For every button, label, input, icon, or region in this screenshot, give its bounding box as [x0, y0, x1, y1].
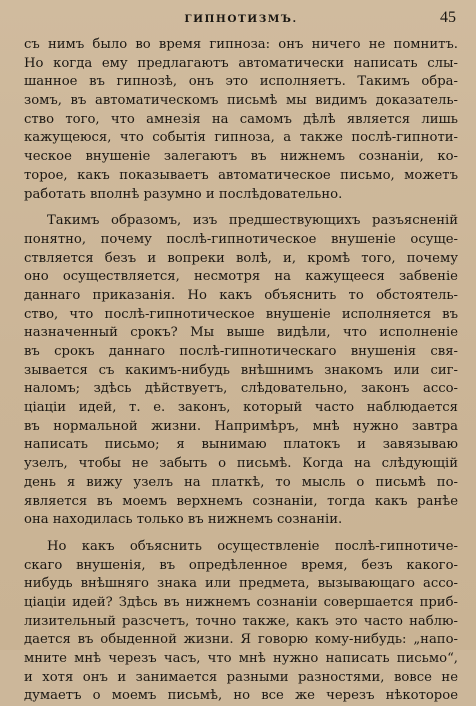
- text-line: зывается съ какимъ-нибудь внѣшнимъ знакомъ или сиг-: [24, 362, 458, 378]
- text-line: съ нимъ было во время гипноза: онъ ничего не помнитъ.: [24, 37, 458, 52]
- text-line: зомъ, въ автоматическомъ письмѣ мы видимъ доказатель-: [24, 93, 458, 109]
- text-line: является въ моемъ верхнемъ сознаніи, тогда какъ ранѣе: [24, 493, 458, 509]
- text-line: въ срокъ даннаго послѣ-гипнотическаго внушенія свя-: [24, 344, 458, 359]
- text-line: ческое внушеніе залегаютъ въ нижнемъ сознаніи, ко-: [24, 149, 458, 165]
- text-line: въ нормальной жизни. Напримѣръ, мнѣ нужно завтра: [24, 418, 458, 434]
- text-line: ствляется безъ и вопреки волѣ, и, кромѣ того, почему: [24, 250, 458, 266]
- text-line: она находилась только въ нижнемъ сознаніи.: [24, 512, 343, 528]
- text-line: даннаго приказанія. Но какъ объяснить то обстоятель-: [24, 287, 458, 303]
- text-line: наломъ; здѣсь дѣйствуетъ, слѣдовательно, законъ ассо-: [24, 381, 458, 397]
- paragraph-3: [24, 538, 458, 706]
- text-line: шанное въ гипнозѣ, онъ это исполняетъ. Такимъ обра-: [24, 74, 458, 90]
- text-line: работать вполнѣ разумно и послѣдовательно.: [24, 186, 343, 202]
- text-line: скаго внушенія, въ опредѣленное время, безъ какого-: [24, 557, 458, 573]
- text-line: ство того, что амнезія на самомъ дѣлѣ является лишь: [24, 111, 458, 127]
- page-header: [24, 8, 458, 36]
- text-line: день я вижу узелъ на платкѣ, то мысль о письмѣ по-: [24, 474, 458, 490]
- running-title: ГИПНОТИЗМЪ.: [184, 13, 298, 25]
- text-line: торое, какъ показываетъ автоматическое письмо, можетъ: [24, 167, 458, 183]
- text-line: оно осуществляется, несмотря на кажущееся забвеніе: [24, 269, 458, 285]
- text-line: кажущеюся, что событія гипноза, а также послѣ-гипноти-: [24, 130, 458, 146]
- text-line: понятно, почему послѣ-гипнотическое внушеніе осуще-: [24, 231, 458, 247]
- text-line: мните мнѣ черезъ часъ, что мнѣ нужно написать письмо“,: [24, 651, 458, 666]
- text-line: Такимъ образомъ, изъ предшествующихъ разъясненій: [47, 213, 458, 229]
- text-line: дается въ обыденной жизни. Я говорю кому-нибудь: „напо-: [24, 632, 458, 648]
- paragraph-2: [24, 212, 458, 530]
- text-line: узелъ, чтобы не забыть о письмѣ. Когда на слѣдующій: [24, 456, 458, 472]
- text-line: Но какъ объяснить осуществленіе послѣ-гипнотиче-: [47, 538, 458, 554]
- paragraph-1: [24, 36, 458, 204]
- text-line: Но когда ему предлагаютъ автоматически написать слы-: [24, 55, 458, 71]
- text-line: и хотя онъ и занимается разными разностями, вовсе не: [24, 669, 458, 685]
- text-line: лизительный разсчетъ, точно также, какъ это часто наблю-: [24, 613, 458, 629]
- text-line: ціаціи идей? Здѣсь въ нижнемъ сознаніи совершается приб-: [24, 594, 458, 610]
- text-line: назначенный срокъ? Мы выше видѣли, что исполненіе: [24, 325, 458, 341]
- text-line: ство, что послѣ-гипнотическое внушеніе исполняется въ: [24, 306, 458, 322]
- text-line: ціаціи идей, т. е. законъ, который часто наблюдается: [24, 400, 458, 416]
- page-number: 45: [440, 9, 456, 26]
- text-line: написать письмо; я вынимаю платокъ и завязываю: [24, 437, 458, 453]
- text-line: думаетъ о моемъ письмѣ, но все же черезъ нѣкоторое: [24, 688, 458, 704]
- text-line: нибудь внѣшняго знака или предмета, вызывающаго ассо-: [24, 576, 458, 592]
